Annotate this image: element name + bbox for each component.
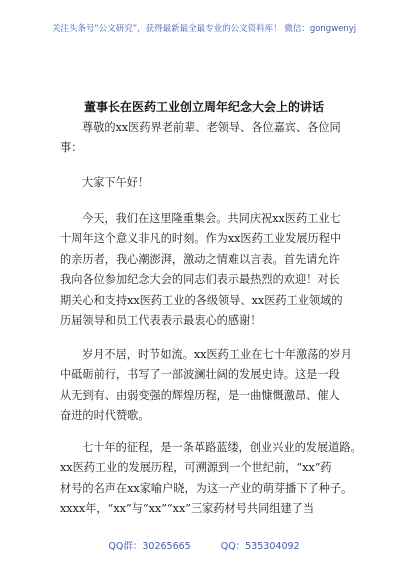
paragraph-line: 中砥砺前行，书写了一部波澜壮阔的发展史诗。这是一段 (60, 368, 340, 382)
paragraph-journey (60, 438, 362, 520)
paragraph-line: 事： (60, 141, 83, 155)
footer-qq: QQ：535304092 (220, 541, 300, 552)
paragraph-line: 奋进的时代赞歌。 (60, 409, 150, 423)
paragraph-line: 尊敬的xx医药界老前辈、老领导、各位嘉宾、各位同 (82, 121, 341, 134)
footer-contact (0, 538, 408, 552)
paragraph-line: 期关心和支持xx医药工业的各级领导、xx医药工业领域的 (60, 293, 343, 307)
header-promo-note: 关注头条号“公文研究”，获得最新最全最专业的公文资料库！ 微信：gongwenyj (51, 24, 357, 34)
paragraph-salutation (60, 118, 341, 159)
paragraph-greeting (60, 173, 149, 193)
footer-qq-group: QQ群：30265665 (108, 541, 191, 552)
paragraph-line: 岁月不居，时节如流。xx医药工业在七十年激荡的岁月 (82, 348, 352, 361)
paragraph-opening (60, 209, 343, 331)
paragraph-line: 我向各位参加纪念大会的同志们表示最热烈的欢迎！对长 (60, 273, 340, 287)
paragraph-history (60, 345, 352, 427)
paragraph-line: 从无到有、由弱变强的辉煌历程，是一曲慷慨激昂、催人 (60, 388, 340, 402)
paragraph-line: xxxx年，“xx”与“xx”“xx”三家药材号共同组建了当 (60, 502, 315, 516)
paragraph-line: 的亲历者，我心潮澎湃，激动之情难以言表。首先请允许 (60, 252, 340, 266)
paragraph-line: 大家下午好！ (82, 176, 150, 189)
paragraph-line: 历届领导和员工代表表示最衷心的感谢！ (60, 314, 262, 328)
paragraph-line: xx医药工业的发展历程，可溯源到一个世纪前，“xx”药 (60, 461, 332, 475)
document-title: 董事长在医药工业创立周年纪念大会上的讲话 (83, 100, 324, 114)
paragraph-line: 十周年这个意义非凡的时刻。作为xx医药工业发展历程中 (60, 232, 342, 246)
paragraph-line: 七十年的征程，是一条革路蓝缕，创业兴业的发展道路。 (82, 441, 362, 454)
paragraph-line: 今天，我们在这里隆重集会。共同庆祝xx医药工业七 (82, 212, 341, 225)
paragraph-line: 材号的名声在xx家喻户晓，为这一产业的萌芽播下了种子。 (60, 481, 353, 495)
